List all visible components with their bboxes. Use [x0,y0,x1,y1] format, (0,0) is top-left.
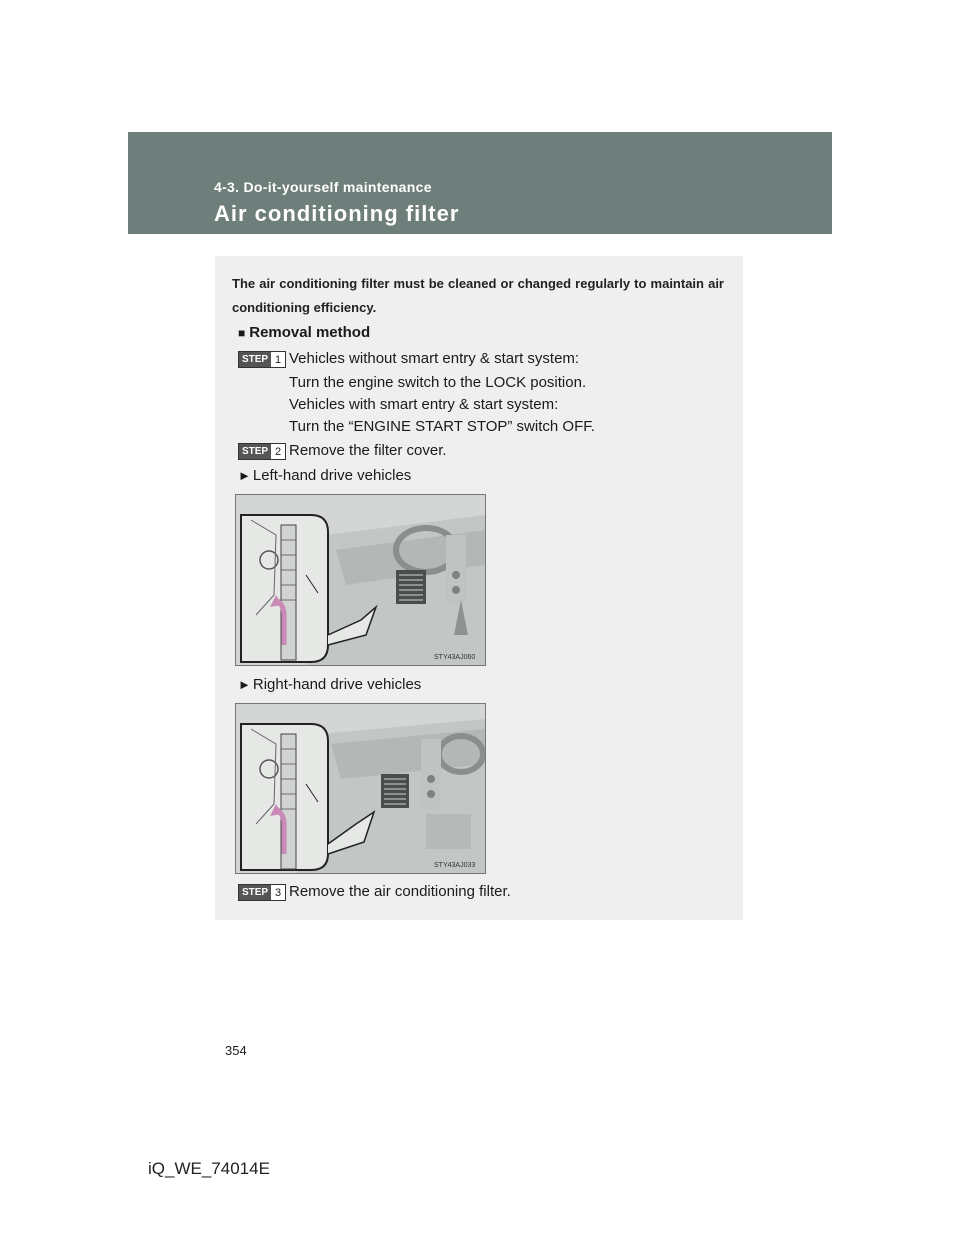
heading-text: Removal method [249,324,371,341]
step-number: 3 [274,886,282,899]
variant-label-text: Right-hand drive vehicles [252,676,422,693]
step-1-line-1: Vehicles without smart entry & start system: [289,350,580,367]
step-1-badge [238,351,286,368]
step-2-badge [238,443,286,460]
step-3-line-1: Remove the air conditioning filter. [289,883,511,900]
variant-label-text: Left-hand drive vehicles [252,467,412,484]
triangle-right-icon: ► [238,468,251,483]
step-3-badge [238,884,286,901]
document-code: iQ_WE_74014E [148,1159,270,1178]
step-1-line-3: Vehicles with smart entry & start system: [289,396,559,413]
step-number: 2 [274,445,282,458]
page-title: Air conditioning filter [214,201,460,226]
step-1-line-2: Turn the engine switch to the LOCK position. [289,374,587,391]
illustration-lhd [235,494,486,666]
step-word: STEP [239,444,271,459]
step-word: STEP [239,885,271,900]
chapter-header [128,132,832,234]
page-number: 354 [225,1043,247,1058]
step-number: 1 [274,353,282,366]
variant-label-rhd [238,676,421,693]
figure-code: STY43AJ033 [434,862,476,869]
figure-code: STY43AJ060 [434,654,476,661]
triangle-right-icon: ► [238,677,251,692]
variant-label-lhd [238,467,411,484]
illustration-rhd [235,703,486,874]
step-word: STEP [239,352,271,367]
section-heading [238,324,370,341]
step-1-line-4: Turn the “ENGINE START STOP” switch OFF. [289,418,595,435]
square-bullet-icon: ■ [238,326,246,340]
intro-paragraph: The air conditioning filter must be cleaned or changed regularly to maintain air conditioning efficiency. [232,276,724,315]
step-2-line-1: Remove the filter cover. [289,442,447,459]
section-label: 4-3. Do-it-yourself maintenance [214,179,432,195]
